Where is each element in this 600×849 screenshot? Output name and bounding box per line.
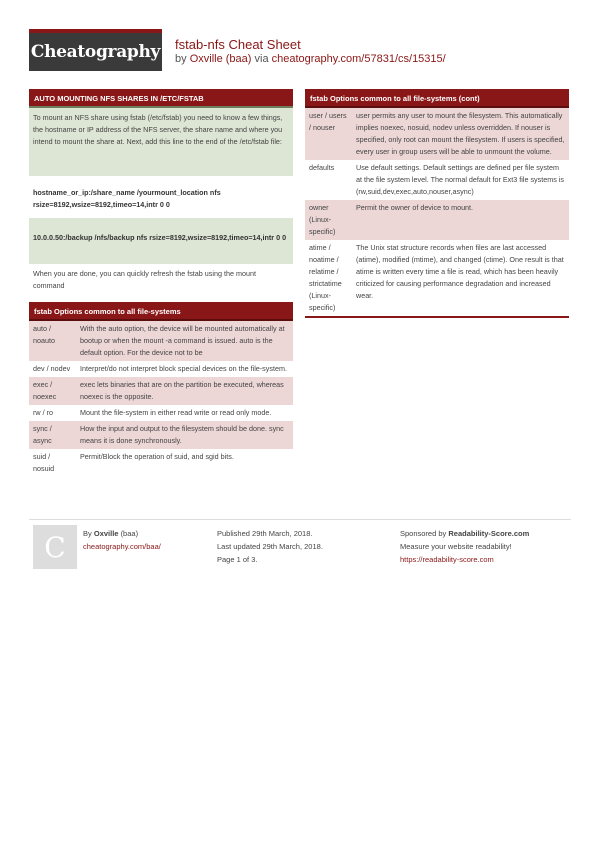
code-line-example: 10.0.0.50:/backup /nfs/backup nfs rsize=8192,wsize=8192,timeo=14,intr 0 0 — [29, 218, 293, 264]
page-subtitle: by Oxville (baa) via cheatography.com/57831/cs/15315/ — [175, 53, 446, 65]
table-row: suid / nosuid Permit/Block the operation of suid, and sgid bits. — [29, 449, 293, 477]
table-row: user / users / nouser user permits any user to mount the filesystem. This automatically implies noexec, nosuid, nodev unless overridden. If nouser is specified, only root can mount the filesystem. If users is specified, every user in group users will be able to unmount the volume. — [305, 108, 569, 160]
footer-author: By Oxville (baa) cheatography.com/baa/ — [83, 529, 161, 551]
footer-dates — [217, 527, 323, 566]
sponsor-name: Readability-Score.com — [448, 529, 530, 538]
footer-sponsor: Sponsored by Readability-Score.com Measure your website readability! https://readability-score.com — [400, 529, 530, 564]
logo-text: Cheatography — [30, 42, 161, 62]
fstab-options-table — [29, 321, 293, 477]
fstab-options-cont-table — [305, 108, 569, 316]
page-number: Page 1 of 3. — [217, 555, 258, 564]
section-heading-fstab-options-cont: fstab Options common to all file-systems (cont) — [305, 89, 569, 108]
table-row: atime / noatime / relatime / strictatime (Linux-specific) The Unix stat structure records when files are last accessed (atime), modified (mtime), and changed (ctime). One result is that atime is written every time a file is read, which has been heavily criticized for causing performance degradation and increased wear. — [305, 240, 569, 316]
table-row: rw / ro Mount the file-system in either read write or read only mode. — [29, 405, 293, 421]
footer-author-link[interactable]: cheatography.com/baa/ — [83, 542, 161, 551]
sponsor-link[interactable]: https://readability-score.com — [400, 555, 494, 564]
right-column — [305, 89, 569, 318]
cheatography-logo[interactable] — [29, 29, 162, 71]
table-row: dev / nodev Interpret/do not interpret block special devices on the file-system. — [29, 361, 293, 377]
updated-date: Last updated 29th March, 2018. — [217, 542, 323, 551]
table-row: exec / noexec exec lets binaries that are on the partition be executed, whereas noexec is the opposite. — [29, 377, 293, 405]
table-row: sync / async How the input and output to the filesystem should be done. sync means it is done synchronously. — [29, 421, 293, 449]
page-title: fstab-nfs Cheat Sheet — [175, 37, 301, 52]
section-bottom-rule — [305, 316, 569, 318]
table-row: auto / noauto With the auto option, the device will be mounted automatically at bootup or when the mount -a command is issued. auto is the default option. For the device not to be — [29, 321, 293, 361]
footer-author-name: Oxville — [93, 529, 119, 538]
author-link[interactable]: Oxville (baa) — [189, 53, 252, 65]
author-avatar[interactable] — [33, 525, 77, 569]
intro-paragraph: To mount an NFS share using fstab (/etc/fstab) you need to know a few things, the hostname or IP address of the NFS server, the share name and where you intend to mount the share at. Next, add this line to the end of the /etc/fstab file: — [29, 108, 293, 176]
cheatsheet-url-link[interactable]: cheatography.com/57831/cs/15315/ — [271, 53, 446, 65]
table-row: defaults Use default settings. Default settings are defined per file system at the file system level. The normal default for Ext3 file systems is (rw,suid,dev,exec,auto,nouser,async) — [305, 160, 569, 200]
section-heading-auto-mounting: AUTO MOUNTING NFS SHARES IN /ETC/FSTAB — [29, 89, 293, 108]
left-column — [29, 89, 293, 477]
outro-paragraph: When you are done, you can quickly refresh the fstab using the mount command — [29, 264, 293, 298]
code-line-generic: hostname_or_ip:/share_name /yourmount_location nfs rsize=8192,wsize=8192,timeo=14,intr 0 0 — [29, 176, 293, 218]
sponsor-tagline: Measure your website readability! — [400, 542, 512, 551]
footer-divider — [29, 519, 571, 520]
table-row: owner (Linux-specific) Permit the owner of device to mount. — [305, 200, 569, 240]
published-date: Published 29th March, 2018. — [217, 529, 313, 538]
section-heading-fstab-options: fstab Options common to all file-systems — [29, 302, 293, 321]
avatar-letter: C — [44, 530, 66, 564]
